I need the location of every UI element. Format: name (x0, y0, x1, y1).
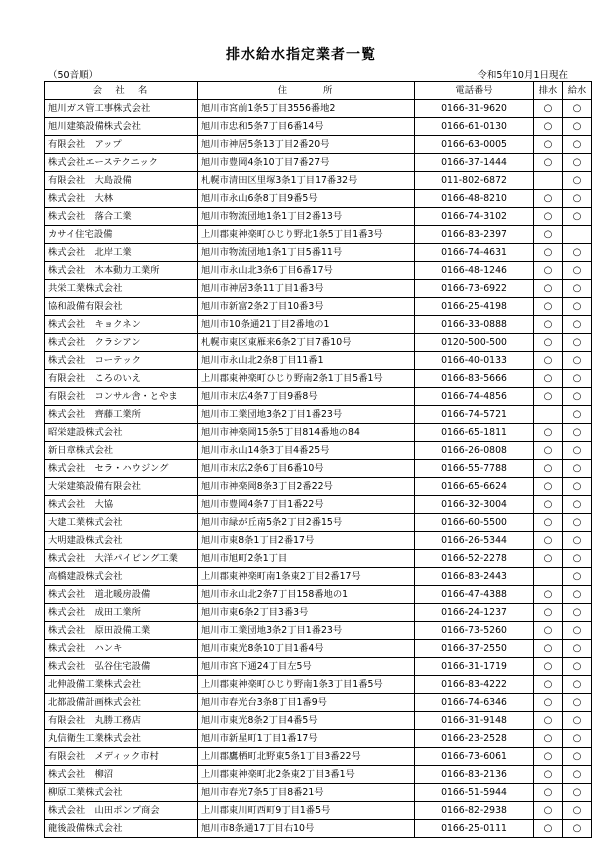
address-cell: 旭川市永山北2条8丁目11番1 (198, 352, 415, 370)
supply-mark-cell: ○ (563, 820, 592, 838)
address-cell: 旭川市新星町1丁目1番17号 (198, 730, 415, 748)
supply-mark-cell: ○ (563, 316, 592, 334)
address-cell: 旭川市忠和5条7丁目6番14号 (198, 118, 415, 136)
company-name-cell: 有限会社 ころのいえ (45, 370, 198, 388)
table-row (45, 802, 592, 820)
phone-cell: 0166-25-0111 (415, 820, 534, 838)
company-name-cell: 有限会社 丸勝工務店 (45, 712, 198, 730)
drain-mark-cell: ○ (534, 136, 563, 154)
drain-mark-cell: ○ (534, 802, 563, 820)
address-cell: 札幌市東区東雁来6条2丁目7番10号 (198, 334, 415, 352)
company-name-cell: カサイ住宅設備 (45, 226, 198, 244)
company-name-cell: 高橋建設株式会社 (45, 568, 198, 586)
company-name-cell: 株式会社 セラ・ハウジング (45, 460, 198, 478)
company-name-cell: 新日章株式会社 (45, 442, 198, 460)
phone-cell: 0166-37-2550 (415, 640, 534, 658)
company-name-cell: 株式会社エーステクニック (45, 154, 198, 172)
phone-cell: 0166-32-3004 (415, 496, 534, 514)
drain-mark-cell: ○ (534, 100, 563, 118)
company-name-cell: 有限会社 アップ (45, 136, 198, 154)
address-cell: 旭川市豊岡4条10丁目7番27号 (198, 154, 415, 172)
supply-mark-cell: ○ (563, 244, 592, 262)
table-row (45, 586, 592, 604)
header-phone: 電話番号 (415, 82, 534, 100)
company-name-cell: 協和設備有限会社 (45, 298, 198, 316)
table-row (45, 334, 592, 352)
address-cell: 上川郡東神楽町ひじり野北1条5丁目1番3号 (198, 226, 415, 244)
drain-mark-cell: ○ (534, 676, 563, 694)
table-row (45, 262, 592, 280)
drain-mark-cell: ○ (534, 334, 563, 352)
supply-mark-cell: ○ (563, 154, 592, 172)
supply-mark-cell (563, 226, 592, 244)
table-body (45, 100, 592, 838)
phone-cell: 0166-73-6061 (415, 748, 534, 766)
supply-mark-cell: ○ (563, 136, 592, 154)
drain-mark-cell: ○ (534, 694, 563, 712)
supply-mark-cell: ○ (563, 424, 592, 442)
address-cell: 旭川市神居5条13丁目2番20号 (198, 136, 415, 154)
phone-cell: 0166-37-1444 (415, 154, 534, 172)
supply-mark-cell: ○ (563, 532, 592, 550)
drain-mark-cell: ○ (534, 352, 563, 370)
table-row (45, 550, 592, 568)
phone-cell: 0166-23-2528 (415, 730, 534, 748)
table-row (45, 154, 592, 172)
supply-mark-cell: ○ (563, 388, 592, 406)
supply-mark-cell: ○ (563, 658, 592, 676)
drain-mark-cell: ○ (534, 820, 563, 838)
page-title: 排水給水指定業者一覧 (226, 47, 376, 63)
phone-cell: 0166-83-4222 (415, 676, 534, 694)
supply-mark-cell: ○ (563, 496, 592, 514)
table-row (45, 190, 592, 208)
address-cell: 旭川市東光8条10丁目1番4号 (198, 640, 415, 658)
phone-cell: 0166-51-5944 (415, 784, 534, 802)
supply-mark-cell: ○ (563, 406, 592, 424)
table-row (45, 208, 592, 226)
phone-cell: 0166-65-1811 (415, 424, 534, 442)
address-cell: 旭川市神楽岡8条3丁目2番22号 (198, 478, 415, 496)
address-cell: 上川郡東神楽町ひじり野南1条3丁目1番5号 (198, 676, 415, 694)
company-name-cell: 株式会社 齊藤工業所 (45, 406, 198, 424)
phone-cell: 0166-55-7788 (415, 460, 534, 478)
drain-mark-cell: ○ (534, 640, 563, 658)
drain-mark-cell: ○ (534, 514, 563, 532)
drain-mark-cell: ○ (534, 604, 563, 622)
drain-mark-cell: ○ (534, 712, 563, 730)
address-cell: 旭川市永山北3条6丁目6番17号 (198, 262, 415, 280)
drain-mark-cell: ○ (534, 766, 563, 784)
table-row (45, 370, 592, 388)
address-cell: 旭川市旭町2条1丁目 (198, 550, 415, 568)
drain-mark-cell: ○ (534, 244, 563, 262)
address-cell: 旭川市宮下通24丁目左5号 (198, 658, 415, 676)
company-name-cell: 株式会社 木本動力工業所 (45, 262, 198, 280)
table-row (45, 622, 592, 640)
supply-mark-cell: ○ (563, 442, 592, 460)
address-cell: 旭川市工業団地3条2丁目1番23号 (198, 406, 415, 424)
supply-mark-cell: ○ (563, 100, 592, 118)
drain-mark-cell: ○ (534, 658, 563, 676)
drain-mark-cell: ○ (534, 622, 563, 640)
phone-cell: 0166-74-4631 (415, 244, 534, 262)
phone-cell: 0166-65-6624 (415, 478, 534, 496)
company-name-cell: 旭川建築設備株式会社 (45, 118, 198, 136)
supply-mark-cell: ○ (563, 460, 592, 478)
order-note: （50音順） (48, 70, 99, 81)
company-name-cell: 株式会社 ハンキ (45, 640, 198, 658)
table-row (45, 766, 592, 784)
table-row (45, 118, 592, 136)
company-name-cell: 株式会社 キョクネン (45, 316, 198, 334)
supply-mark-cell: ○ (563, 550, 592, 568)
address-cell: 旭川市10条通21丁目2番地の1 (198, 316, 415, 334)
company-name-cell: 株式会社 成田工業所 (45, 604, 198, 622)
phone-cell: 0166-26-0808 (415, 442, 534, 460)
table-row (45, 460, 592, 478)
drain-mark-cell: ○ (534, 154, 563, 172)
table-row (45, 784, 592, 802)
table-row (45, 388, 592, 406)
supply-mark-cell: ○ (563, 118, 592, 136)
supply-mark-cell: ○ (563, 172, 592, 190)
supply-mark-cell: ○ (563, 568, 592, 586)
drain-mark-cell: ○ (534, 442, 563, 460)
company-name-cell: 柳原工業株式会社 (45, 784, 198, 802)
supply-mark-cell: ○ (563, 604, 592, 622)
drain-mark-cell (534, 406, 563, 424)
table-row (45, 226, 592, 244)
drain-mark-cell: ○ (534, 316, 563, 334)
company-name-cell: 昭栄建設株式会社 (45, 424, 198, 442)
address-cell: 旭川市末広4条7丁目9番8号 (198, 388, 415, 406)
phone-cell: 0166-60-5500 (415, 514, 534, 532)
table-row (45, 136, 592, 154)
drain-mark-cell: ○ (534, 532, 563, 550)
phone-cell: 0166-48-8210 (415, 190, 534, 208)
table-row (45, 442, 592, 460)
address-cell: 旭川市東6条2丁目3番3号 (198, 604, 415, 622)
table-row (45, 244, 592, 262)
supply-mark-cell: ○ (563, 262, 592, 280)
phone-cell: 0166-31-1719 (415, 658, 534, 676)
address-cell: 旭川市物流団地1条1丁目5番11号 (198, 244, 415, 262)
drain-mark-cell: ○ (534, 550, 563, 568)
address-cell: 旭川市春光7条5丁目8番21号 (198, 784, 415, 802)
phone-cell: 0166-83-2136 (415, 766, 534, 784)
address-cell: 札幌市清田区里塚3条1丁目17番32号 (198, 172, 415, 190)
address-cell: 上川郡東川町西町9丁目1番5号 (198, 802, 415, 820)
phone-cell: 0166-33-0888 (415, 316, 534, 334)
supply-mark-cell: ○ (563, 712, 592, 730)
address-cell: 旭川市神居3条11丁目1番3号 (198, 280, 415, 298)
supply-mark-cell: ○ (563, 730, 592, 748)
header-drain: 排水 (534, 82, 563, 100)
address-cell: 上川郡東神楽町ひじり野南2条1丁目5番1号 (198, 370, 415, 388)
supply-mark-cell: ○ (563, 748, 592, 766)
phone-cell: 0166-74-4856 (415, 388, 534, 406)
table-row (45, 406, 592, 424)
table-row (45, 658, 592, 676)
company-name-cell: 株式会社 落合工業 (45, 208, 198, 226)
company-name-cell: 旭川ガス管工事株式会社 (45, 100, 198, 118)
supply-mark-cell: ○ (563, 784, 592, 802)
company-name-cell: 有限会社 メディック市村 (45, 748, 198, 766)
phone-cell: 0166-83-2443 (415, 568, 534, 586)
company-name-cell: 株式会社 クラシアン (45, 334, 198, 352)
drain-mark-cell: ○ (534, 190, 563, 208)
supply-mark-cell: ○ (563, 298, 592, 316)
company-name-cell: 大建工業株式会社 (45, 514, 198, 532)
phone-cell: 0166-40-0133 (415, 352, 534, 370)
phone-cell: 0166-74-6346 (415, 694, 534, 712)
phone-cell: 0166-31-9148 (415, 712, 534, 730)
table-row (45, 676, 592, 694)
supply-mark-cell: ○ (563, 370, 592, 388)
address-cell: 旭川市末広2条6丁目6番10号 (198, 460, 415, 478)
supply-mark-cell: ○ (563, 190, 592, 208)
phone-cell: 0166-74-3102 (415, 208, 534, 226)
company-name-cell: 龍後設備株式会社 (45, 820, 198, 838)
supply-mark-cell: ○ (563, 640, 592, 658)
supply-mark-cell: ○ (563, 676, 592, 694)
supply-mark-cell: ○ (563, 586, 592, 604)
company-name-cell: 共栄工業株式会社 (45, 280, 198, 298)
address-cell: 旭川市緑が丘南5条2丁目2番15号 (198, 514, 415, 532)
phone-cell: 0166-31-9620 (415, 100, 534, 118)
table-row (45, 532, 592, 550)
table-row (45, 712, 592, 730)
company-name-cell: 有限会社 コンサル舎・とやま (45, 388, 198, 406)
table-row (45, 514, 592, 532)
phone-cell: 0166-73-6922 (415, 280, 534, 298)
drain-mark-cell: ○ (534, 424, 563, 442)
drain-mark-cell: ○ (534, 208, 563, 226)
phone-cell: 0166-47-4388 (415, 586, 534, 604)
table-row (45, 100, 592, 118)
drain-mark-cell (534, 172, 563, 190)
drain-mark-cell: ○ (534, 478, 563, 496)
company-name-cell: 株式会社 北岸工業 (45, 244, 198, 262)
company-name-cell: 株式会社 大林 (45, 190, 198, 208)
phone-cell: 011-802-6872 (415, 172, 534, 190)
address-cell: 旭川市物流団地1条1丁目2番13号 (198, 208, 415, 226)
drain-mark-cell: ○ (534, 298, 563, 316)
company-name-cell: 大明建設株式会社 (45, 532, 198, 550)
supply-mark-cell: ○ (563, 766, 592, 784)
table-row (45, 172, 592, 190)
table-row (45, 748, 592, 766)
company-name-cell: 株式会社 弘谷住宅設備 (45, 658, 198, 676)
company-name-cell: 株式会社 道北暖房設備 (45, 586, 198, 604)
address-cell: 旭川市8条通17丁目右10号 (198, 820, 415, 838)
contractor-table (44, 81, 592, 838)
table-row (45, 820, 592, 838)
company-name-cell: 有限会社 大島設備 (45, 172, 198, 190)
company-name-cell: 株式会社 山田ポンプ商会 (45, 802, 198, 820)
header-company-name: 会 社 名 (45, 82, 198, 100)
drain-mark-cell: ○ (534, 460, 563, 478)
table-row (45, 280, 592, 298)
table-row (45, 424, 592, 442)
header-supply: 給水 (563, 82, 592, 100)
table-row (45, 568, 592, 586)
phone-cell: 0166-63-0005 (415, 136, 534, 154)
supply-mark-cell: ○ (563, 514, 592, 532)
as-of-date: 令和5年10月1日現在 (477, 70, 568, 81)
drain-mark-cell: ○ (534, 730, 563, 748)
address-cell: 旭川市神楽岡15条5丁目814番地の84 (198, 424, 415, 442)
table-row (45, 316, 592, 334)
drain-mark-cell: ○ (534, 388, 563, 406)
phone-cell: 0166-74-5721 (415, 406, 534, 424)
table-row (45, 352, 592, 370)
address-cell: 旭川市東8条1丁目2番17号 (198, 532, 415, 550)
drain-mark-cell: ○ (534, 280, 563, 298)
phone-cell: 0166-24-1237 (415, 604, 534, 622)
table-row (45, 640, 592, 658)
drain-mark-cell: ○ (534, 586, 563, 604)
table-row (45, 298, 592, 316)
address-cell: 上川郡東神楽町南1条東2丁目2番17号 (198, 568, 415, 586)
table-row (45, 478, 592, 496)
supply-mark-cell: ○ (563, 334, 592, 352)
company-name-cell: 丸信衛生工業株式会社 (45, 730, 198, 748)
drain-mark-cell: ○ (534, 496, 563, 514)
phone-cell: 0166-48-1246 (415, 262, 534, 280)
drain-mark-cell: ○ (534, 226, 563, 244)
drain-mark-cell: ○ (534, 262, 563, 280)
header-row (45, 82, 592, 100)
address-cell: 旭川市新富2条2丁目10番3号 (198, 298, 415, 316)
table-row (45, 496, 592, 514)
address-cell: 旭川市宮前1条5丁目3556番地2 (198, 100, 415, 118)
supply-mark-cell: ○ (563, 694, 592, 712)
phone-cell: 0120-500-500 (415, 334, 534, 352)
phone-cell: 0166-83-5666 (415, 370, 534, 388)
table-row (45, 604, 592, 622)
company-name-cell: 大栄建築設備有限会社 (45, 478, 198, 496)
company-name-cell: 株式会社 原田設備工業 (45, 622, 198, 640)
company-name-cell: 株式会社 コーテック (45, 352, 198, 370)
company-name-cell: 北都設備計画株式会社 (45, 694, 198, 712)
phone-cell: 0166-83-2397 (415, 226, 534, 244)
phone-cell: 0166-61-0130 (415, 118, 534, 136)
drain-mark-cell: ○ (534, 748, 563, 766)
phone-cell: 0166-26-5344 (415, 532, 534, 550)
supply-mark-cell: ○ (563, 802, 592, 820)
address-cell: 旭川市東光8条2丁目4番5号 (198, 712, 415, 730)
supply-mark-cell: ○ (563, 352, 592, 370)
phone-cell: 0166-52-2278 (415, 550, 534, 568)
address-cell: 旭川市永山14条3丁目4番25号 (198, 442, 415, 460)
company-name-cell: 株式会社 大協 (45, 496, 198, 514)
drain-mark-cell (534, 568, 563, 586)
drain-mark-cell: ○ (534, 784, 563, 802)
address-cell: 旭川市工業団地3条2丁目1番23号 (198, 622, 415, 640)
drain-mark-cell: ○ (534, 118, 563, 136)
drain-mark-cell: ○ (534, 370, 563, 388)
company-name-cell: 株式会社 大洋パイピング工業 (45, 550, 198, 568)
supply-mark-cell: ○ (563, 208, 592, 226)
company-name-cell: 株式会社 柳沼 (45, 766, 198, 784)
supply-mark-cell: ○ (563, 280, 592, 298)
company-name-cell: 北伸設備工業株式会社 (45, 676, 198, 694)
supply-mark-cell: ○ (563, 622, 592, 640)
phone-cell: 0166-73-5260 (415, 622, 534, 640)
phone-cell: 0166-25-4198 (415, 298, 534, 316)
header-address: 住 所 (198, 82, 415, 100)
address-cell: 旭川市永山北2条7丁目158番地の1 (198, 586, 415, 604)
address-cell: 旭川市永山6条8丁目9番5号 (198, 190, 415, 208)
address-cell: 上川郡東神楽町北2条東2丁目3番1号 (198, 766, 415, 784)
address-cell: 旭川市春光台3条8丁目1番9号 (198, 694, 415, 712)
table-row (45, 730, 592, 748)
table-row (45, 694, 592, 712)
address-cell: 旭川市豊岡4条7丁目1番22号 (198, 496, 415, 514)
address-cell: 上川郡鷹栖町北野東5条1丁目3番22号 (198, 748, 415, 766)
supply-mark-cell: ○ (563, 478, 592, 496)
phone-cell: 0166-82-2938 (415, 802, 534, 820)
